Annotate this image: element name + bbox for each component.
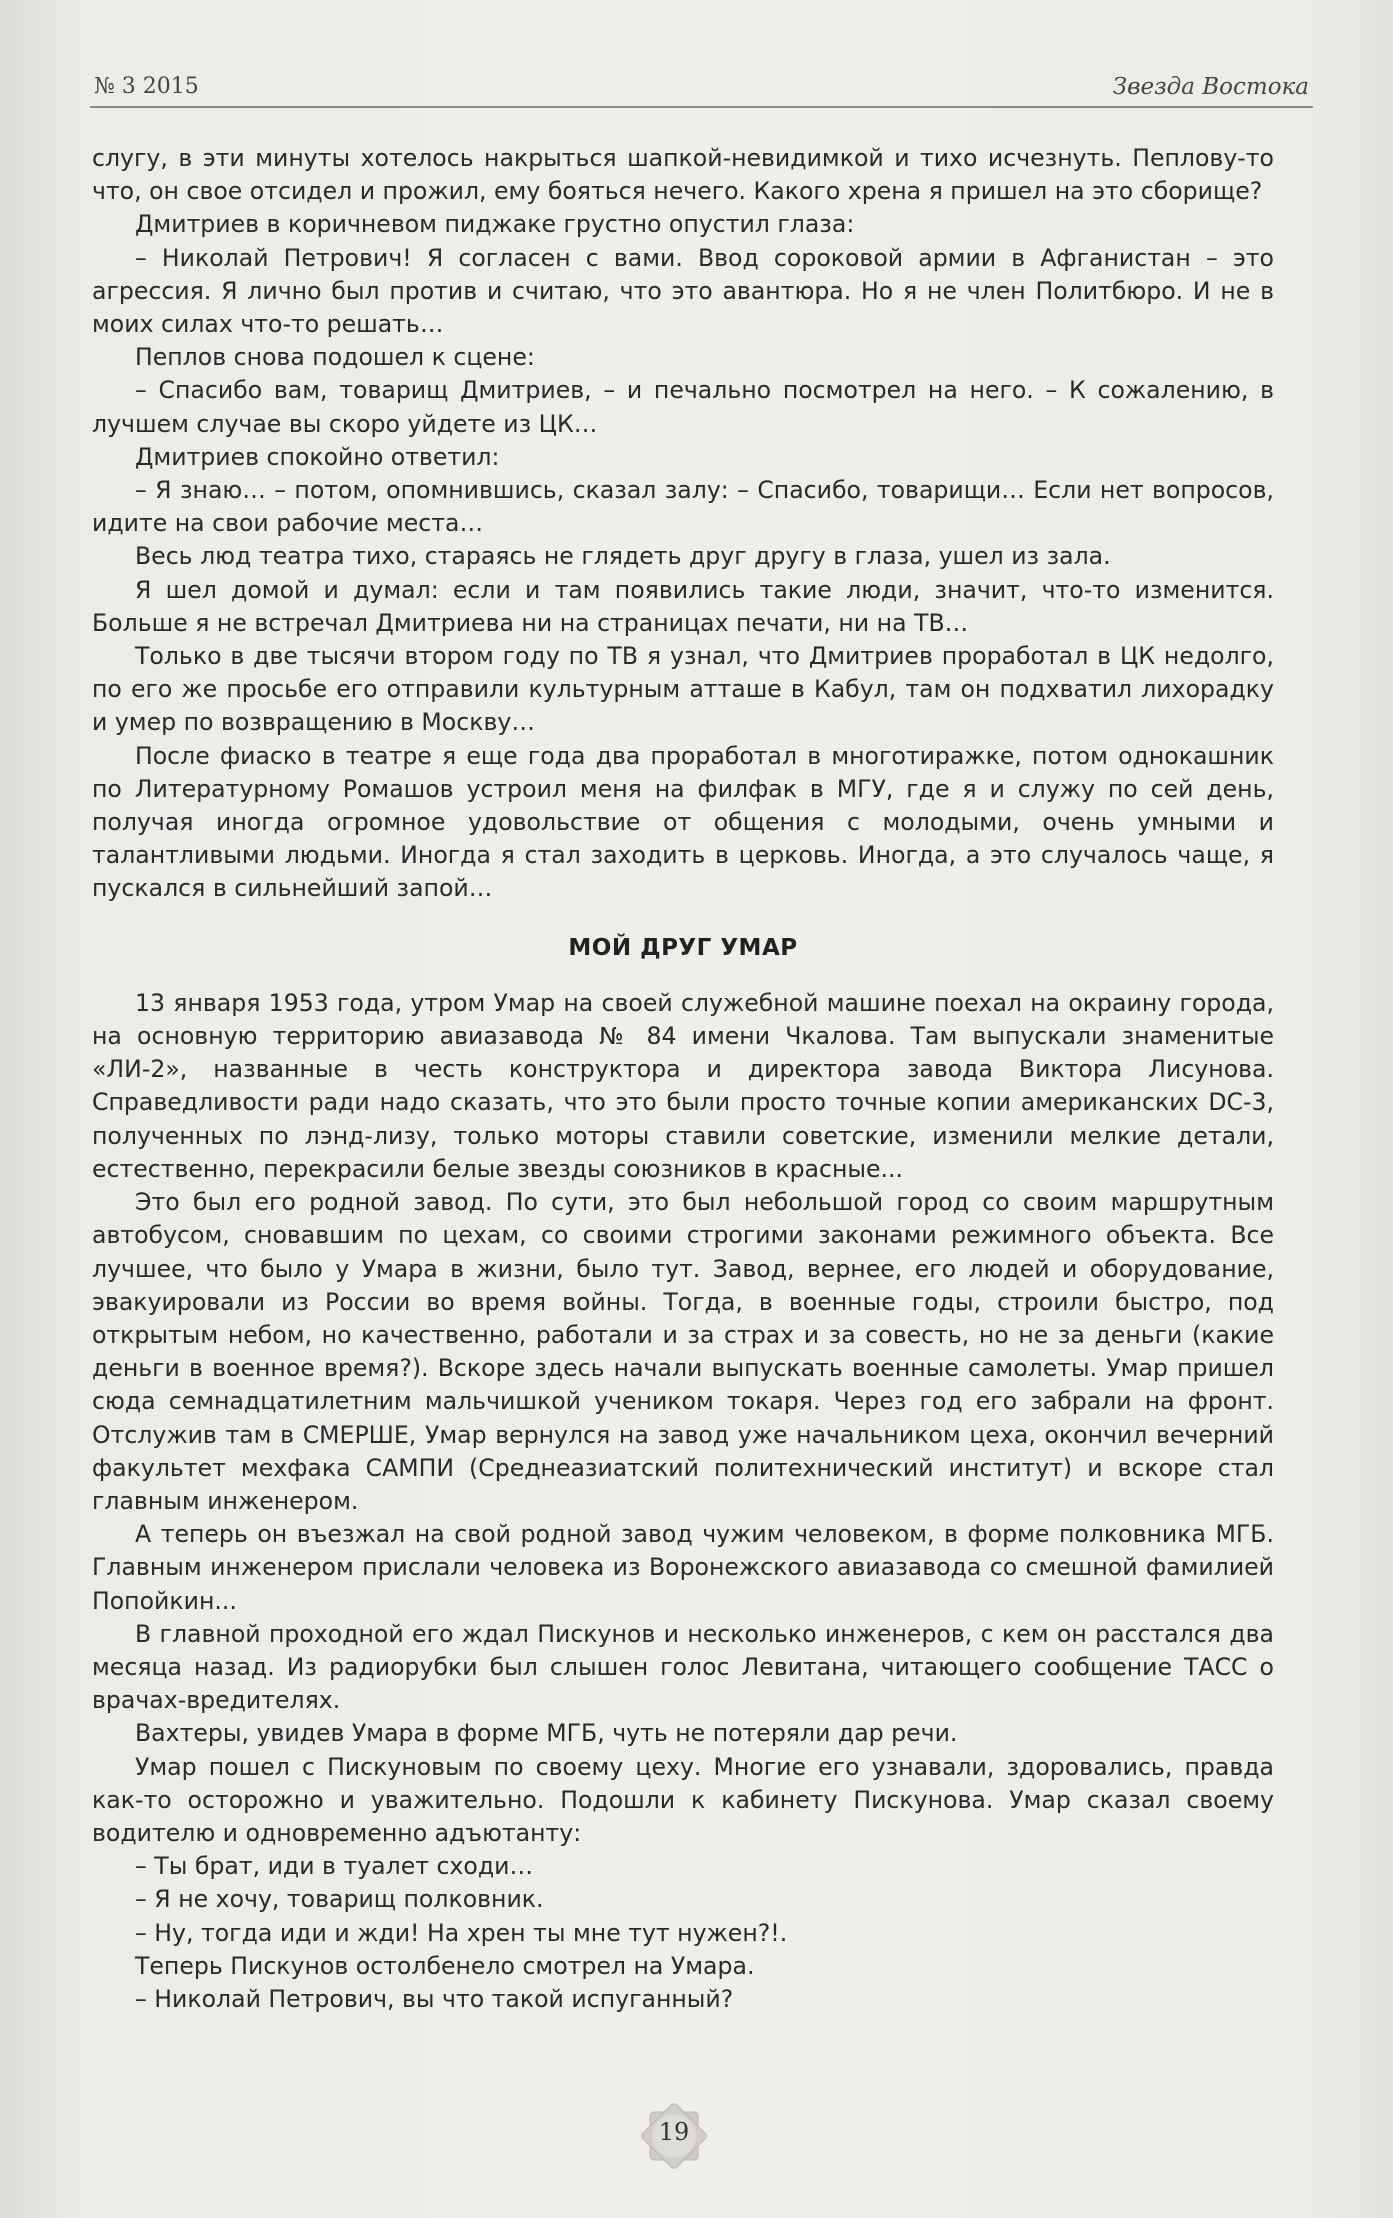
paragraph: – Спасибо вам, товарищ Дмитриев, – и печально посмотрел на него. – К сожалению, в лучшем случае вы скоро уйдете из ЦК… [92,376,1274,438]
paragraph: Дмитриев в коричневом пиджаке грустно опустил глаза: [135,210,855,239]
paragraph: Дмитриев спокойно ответил: [135,442,500,471]
paragraph: – Ты брат, иди в туалет сходи… [135,1852,534,1881]
section-title: МОЙ ДРУГ УМАР [568,934,798,961]
issue-number: № 3 2015 [94,74,199,99]
paragraph: В главной проходной его ждал Пискунов и несколько инженеров, с кем он расстался два месяца назад. Из радиорубки был слышен голос Левитана, читающего сообщение ТАСС о врачах-вредителях. [92,1619,1274,1715]
paragraph: А теперь он въезжал на свой родной завод чужим человеком, в форме полковника МГБ. Главным инженером прислали человека из Воронежского авиазавода со смешной фамилией Попойкин... [92,1520,1274,1615]
paragraph: Умар пошел с Пискуновым по своему цеху. Многие его узнавали, здоровались, правда как-то осторожно и уважительно. Подошли к кабинету Пискунова. Умар сказал своему водителю и одновременно адъютанту: [92,1752,1274,1847]
paragraph: – Николай Петрович, вы что такой испуганный? [135,1984,734,2013]
paragraph: – Николай Петрович! Я согласен с вами. Ввод сороковой армии в Афганистан – это агрессия. Я лично был против и считаю, что это авантюра. Но я не член Политбюро. И не в моих силах что-то решать… [92,243,1274,339]
paragraph: – Ну, тогда иди и жди! На хрен ты мне тут нужен?!. [135,1918,788,1947]
article-body [92,142,1274,2016]
paragraph: слугу, в эти минуты хотелось накрыться шапкой-невидимкой и тихо исчезнуть. Пеплову-то что, он свое отсидел и прожил, ему бояться нечего. Какого хрена я пришел на это сборище? [92,144,1274,206]
paragraph: Это был его родной завод. По сути, это был небольшой город со своим маршрутным автобусом, сновавшим по цехам, со своими строгими законами режимного объекта. Все лучшее, что было у Умара в жизни, было тут. Завод, вернее, его людей и оборудование, эвакуировали из России во время войны. Тогда, в военные годы, строили быстро, под открытым небом, но качественно, работали и за страх и за совесть, но не за деньги (какие деньги в военное время?). Вскоре здесь начали выпускать военные самолеты. Умар пришел сюда семнадцатилетним мальчишкой учеником токаря. Через год его забрали на фронт. Отслужив там в СМЕРШЕ, Умар вернулся на завод уже начальником цеха, окончил вечерний факультет мехфака САМПИ (Среднеазиатский политехнический институт) и вскоре стал главным инженером. [92,1188,1274,1515]
journal-title: Звезда Востока [1112,74,1309,100]
paragraph: Вахтеры, увидев Умара в форме МГБ, чуть не потеряли дар речи. [135,1719,958,1748]
running-header [90,72,1313,108]
paragraph: После фиаско в театре я еще года два проработал в многотиражке, потом однокашник по Литературному Ромашов устроил меня на филфак в МГУ, где я и служу по сей день, получая иногда огромное удовольствие от общения с молодыми, очень умными и талантливыми людьми. Иногда я стал заходить в церковь. Иногда, а это случалось чаще, я пускался в сильнейший запой… [92,741,1274,903]
paragraph: Только в две тысячи втором году по ТВ я узнал, что Дмитриев проработал в ЦК недолго, по его же просьбе его отправили культурным атташе в Кабул, там он подхватил лихорадку и умер по возвращению в Москву… [92,642,1274,737]
paragraph: Пеплов снова подошел к сцене: [135,343,535,372]
paragraph: Весь люд театра тихо, стараясь не глядеть друг другу в глаза, ушел из зала. [135,542,1111,571]
paragraph: Я шел домой и думал: если и там появились такие люди, значит, что-то изменится. Больше я не встречал Дмитриева ни на страницах печати, ни на ТВ… [92,575,1274,637]
paragraph: 13 января 1953 года, утром Умар на своей служебной машине поехал на окраину города, на основную территорию авиазавода № 84 имени Чкалова. Там выпускали знаменитые «ЛИ-2», названные в честь конструктора и директора завода Виктора Лисунова. Справедливости ради надо сказать, что это были просто точные копии американских DC-3, полученных по лэнд-лизу, только моторы ставили советские, изменили мелкие детали, естественно, перекрасили белые звезды союзников в красные... [92,988,1274,1183]
page-number: 19 [658,2118,690,2146]
paragraph: Теперь Пискунов остолбенело смотрел на Умара. [135,1951,755,1980]
paragraph: – Я знаю… – потом, опомнившись, сказал залу: – Спасибо, товарищи… Если нет вопросов, идите на свои рабочие места… [92,476,1274,538]
paragraph: – Я не хочу, товарищ полковник. [135,1885,544,1914]
page-number-badge [636,2098,712,2174]
